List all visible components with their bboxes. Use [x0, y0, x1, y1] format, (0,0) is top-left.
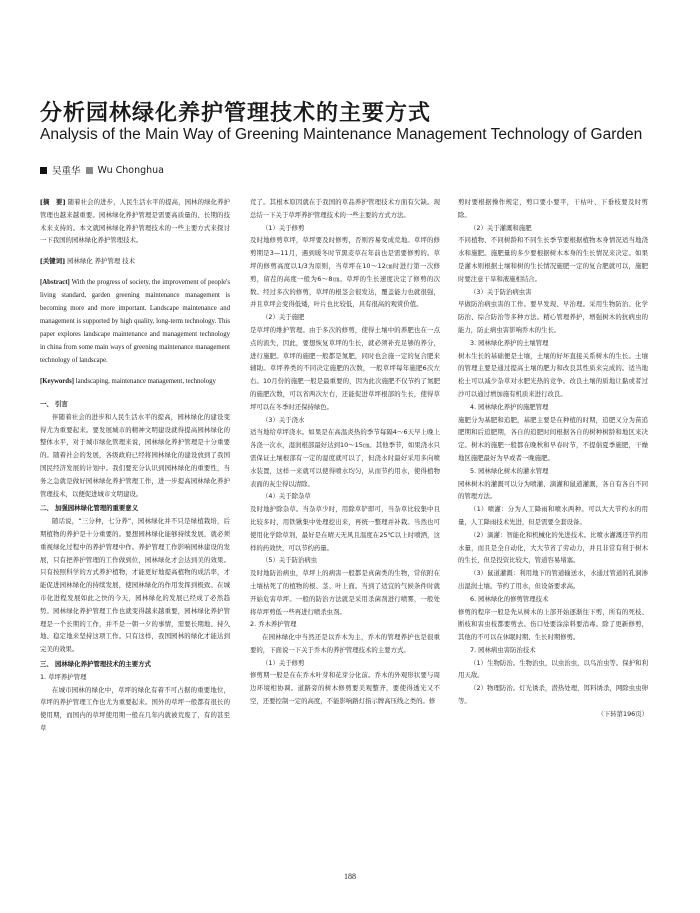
page-number: 188	[344, 872, 356, 881]
paragraph: 1. 草坪养护管理	[40, 672, 87, 681]
paragraph: 在城市园林的绿化中，草坪的绿化有着不可占据的重要地位，草坪的养护管理工作也尤为重要起来。国外的草坪一般都有很长的使用期，而国内的草坪使用期一般在几年内就被荒废了，有的甚至草	[40, 685, 230, 732]
column-middle	[250, 196, 440, 708]
paragraph: 园林树木的灌溉可以分为喷灌、滴灌和鼠道灌溉，各自有各自不同的管理方法。	[458, 479, 648, 501]
keywords-label: [关键词]	[40, 257, 66, 266]
paragraph: （3）关于防治病虫害	[470, 287, 532, 296]
column-right-body	[458, 196, 648, 721]
gray-square-icon	[86, 167, 93, 174]
paragraph: 修剪的程序一般是先从树木的上部开始逐渐往下剪，所有的死枝、断枝和害虫枝都要剪去。伤口处要涂涂料要消毒。除了更新修剪，其他的不可以在休眠时期、生长时期修剪。	[458, 607, 648, 642]
paragraph: （5）关于防治病虫	[262, 556, 318, 565]
continued-note: （下转第196页）	[597, 709, 648, 718]
paragraph: （3）鼠道灌溉：利用地下的管道输送水，水通过管道的孔洞渗出湿润土壤。节约了用水，但设备要求高。	[458, 569, 648, 590]
paragraph: 早做防治病虫害的工作。要早发现、早治理。采用生物防治、化学防治、综合防治等多种方法。精心管理养护，增强树木的抗病虫的能力，防止病虫害影响乔木的生长。	[458, 300, 648, 334]
paragraph: 是草坪的维护管理。由于多次的修剪，使得土壤中的养肥也在一点点的流失，因此，要想恢复草坪的生长，就必须补充足够的养分，进行施肥。草坪的施肥一般都是氮肥，同时也会施一定的复合肥来辅助。草坪养类的不同决定施肥的次数，一般草坪每年施肥6次左右。10月份的施肥一般是最重要的，因为此次施肥不仅节约了氮肥的施肥次数，可以省两次左右，还能促进草坪根部的生长，使得草坪可以在冬季时还保持绿色。	[250, 325, 440, 411]
keywords-english-label: [Keywords]	[40, 377, 74, 385]
paragraph: （1）关于修剪	[262, 223, 305, 232]
paragraph: （1）生物防治。生物治虫，以虫治虫，以鸟治虫等。保护和利用天敌。	[458, 658, 648, 680]
paragraph: 2. 乔木养护管理	[250, 620, 297, 629]
paragraph: 7. 园林病虫害防治技术	[470, 645, 536, 654]
paragraph: 在园林绿化中当然还是以乔木为主，乔木的管理养护也是很重要的，下面说一下关于乔木的养护管理技术的主要方式。	[250, 633, 440, 654]
abstract-english-label: [Abstract]	[40, 278, 70, 286]
paragraph: （2）关于灌溉和施肥	[470, 223, 532, 232]
paragraph: 荒了。其根本原因就在于我国的草品养护管理技术方面有欠缺。现总结一下关于草坪养护管理技术的一些主要的方式方法。	[250, 198, 440, 219]
paragraph: 3. 园林绿化养护的土壤管理	[470, 338, 549, 347]
section-heading: 二、 加强园林绿化管理的重要意义	[40, 504, 139, 513]
paragraph: （2）关于施肥	[262, 313, 305, 322]
abstract-chinese	[40, 196, 230, 247]
keywords-text: 园林绿化 养护管理 技术	[67, 257, 136, 266]
paragraph: （4）关于除杂草	[262, 492, 311, 501]
paragraph: （3）关于浇水	[262, 415, 305, 424]
paragraph: 4. 园林绿化养护的施肥管理	[470, 402, 549, 411]
paragraph: 及时地防治病虫，草坪上的病害一般都是真菌类的生物，常依附在土壤枯死了的植物的根、茎、叶上面。当到了适宜的气候条件时就开始危害草坪。一般的防治方法就是采用杀菌剂进行喷雾，一般处将草坪剪低一些再进行喷杀虫剂。	[250, 569, 440, 616]
keywords-english	[40, 375, 230, 388]
paragraph: 伴随着社会的进步和人民生活水平的提高，园林绿化的建设变得尤为重要起来。要发展城市的精神文明建设就得提高园林绿化的整体水平，对于城市绿化管理来说，园林绿化养护管理是十分重要的。随着社会的发展，各级政府已经将园林绿化的建设放到了我国国民经济发展的计划中。我们要充分认识到园林绿化的重要性，当务之急就是做好园林绿化养护管理工作，进一步提高园林绿化养护管理技术，以便促进城市文明建设。	[40, 412, 230, 498]
column-right	[458, 196, 648, 721]
paragraph: 剪时要根据操作规定，剪口要小要平，干枯叶、下垂枝要及时剪除。	[458, 198, 648, 219]
article-title-english: Analysis of the Main Way of Greening Maintenance Management Technology of Garden	[40, 126, 643, 143]
author-name-chinese: 吴重华	[52, 166, 81, 177]
abstract-english	[40, 276, 230, 367]
author-name-english: Wu Chonghua	[97, 164, 164, 176]
abstract-english-text: With the progress of society, the improvement of people's living standard, garden greening maintenance management is becoming more and more important. Landscape maintenance and management is supported by high quality, long-term technology. This paper explores landscape maintenance and management technology in china from some main ways of greening maintenance management technology of landscape.	[40, 278, 230, 364]
paragraph: （1）喷灌：分为人工降雨和喷水两种。可以大大节约水的用量，人工降雨技术先进，但是需要全套设备。	[458, 505, 648, 526]
paragraph: 随话说，“三分种，七分养”，园林绿化并不只是绿植栽培，后期植物的养护是十分重要的。要想园林绿化能够持续发展，就必须重视绿化过程中的养护管理中作。养护管理工作影响园林建设的发展，只有把养护管理的工作做到位，园林绿化才会达到美的效果。只有按照科学的方式养护植物，才能更好地提高植物的成活率，才能促进园林绿化的持续发展，使园林绿化的作用发挥到极致。在城市化进程发展如此之快的今天，园林绿化的发展已经成了必然趋势。园林绿化养护管理工作也就变得越来越重要，园林绿化养护管理是一个长期的工作，并不是一朝一夕的事情，需要长期地、持久地、稳定地来坚持这项工作。只有这样，我国园林的绿化才能达到完美的效果。	[40, 517, 230, 654]
abstract-label: [摘 要]	[40, 198, 66, 206]
author-line	[40, 163, 164, 177]
paragraph: （1）关于修剪	[262, 658, 305, 667]
paragraph: 树木生长的基础便是土壤，土壤的好坏直接关系树木的生长。土壤的管理主要是通过提高土壤的肥力和改良其性质来完成的。适当地松土可以减少杂草对水肥光热的竞争。改良土壤的质地让黏或者过沙可以通过增加施有机质来进行改良。	[458, 351, 648, 398]
column-middle-body	[250, 196, 440, 708]
article-title-chinese: 分析园林绿化养护管理技术的主要方式	[40, 101, 432, 126]
paragraph: 施肥分为基肥和追肥，基肥主要是在种植的时期，追肥又分为苗追肥期和后追肥期，各自的追肥时间根据各自的树种树龄和地区来决定。树木的施肥一般都在晚秋和早春时节，不提倡夏季施肥，干燥地区施肥最好为早或者一晚施肥。	[458, 415, 648, 462]
column-left-body	[40, 398, 230, 735]
paragraph: 修剪期一般是在在乔木叶芽和花芽分化前。乔木的外观形状要与周边环境相协调。道路旁的树木修剪要美观整齐，要使得透光又不空，还要控制一定的高度，不能影响路灯指示牌高压线之类的。修	[250, 671, 440, 706]
keywords-english-text: landscaping, maintenance management, technology	[75, 377, 216, 385]
section-heading: 一、 引言	[40, 399, 68, 408]
column-left	[40, 196, 230, 735]
paragraph: 6. 园林绿化的修剪管理技术	[470, 594, 549, 603]
black-square-icon	[40, 167, 47, 174]
paragraph: 及时地护除杂草。当杂草少时，用除草铲即可，当杂草比较集中且比较多时，用铁锹集中处理挖出来，再统一整理并补栽。当然也可使用化学除草剂，最好是在晴天无风且温度在25℃以上时喷洒，这样的药效快，可以节约药量。	[250, 505, 440, 552]
paragraph: 不同植物、不同树龄和不同生长季节要根据植物本身情况适当地浇水和施肥。施肥量的多少要根据树木本身的生长情况来决定。如果是灌木则根据土壤和树的生长情况施肥一定的复合肥就可以，施肥时要注意干旱和液施相结合。	[458, 236, 648, 283]
section-heading: 三、 园林绿化养护管理技术的主要方式	[40, 659, 151, 668]
paragraph: 5. 园林绿化树木的灌水管理	[470, 466, 549, 475]
paragraph: 适当地给草坪浇水。如果是在高温炎热的季节每隔4～6天早上晚上各浇一次水，湿润根部最好达到10～15㎝。其他季节，如果浇水只需保证土壤根部有一定的湿度就可以了，但浇水时最好采用多向喷水装置，这样一来就可以使得喷水均匀，从而节约用水，使得植物表面的灰尘得以清除。	[250, 428, 440, 488]
paragraph: 及时地修剪草坪，草坪要及时修剪，否则容易变成荒地。草坪的修剪期是3—11月，遇到暖冬时节黑麦草在年前也是需要修剪的。草坪的修剪高度以1/3为原则，当草坪在10～12㎝时进行第一次修剪，留茬的高度一般为6～8㎝。草坪的生长速度决定了修剪的次数。经过多次的修剪，草坪的根茎会很发达，覆盖能力也就很强，并且草坪会变得低矮，叶片也比较低，具有很高的观赏价值。	[250, 236, 440, 309]
abstract-text: 随着社会的进步，人民生活水平的提高，园林的绿化养护管理也越来越重要。园林绿化养护管理是需要高质量的、长期的技术来支持的。本文就园林绿化养护管理技术的一些主要方式来探讨一下我国的园林绿化养护管理技术。	[40, 198, 230, 245]
paragraph: （2）物理防治。灯光诱杀，潜热处理，饵料诱杀，网除虫虫卵等。	[458, 684, 648, 706]
paragraph: （2）滴灌：智能化和机械化的先进技术。比喷水灌溉还节约用水量，而且是全自动化，大大节省了劳动力，并且非常有利于树木的生长，但是投资比较大，管道容易堵塞。	[458, 530, 648, 565]
keywords-chinese	[40, 255, 230, 268]
